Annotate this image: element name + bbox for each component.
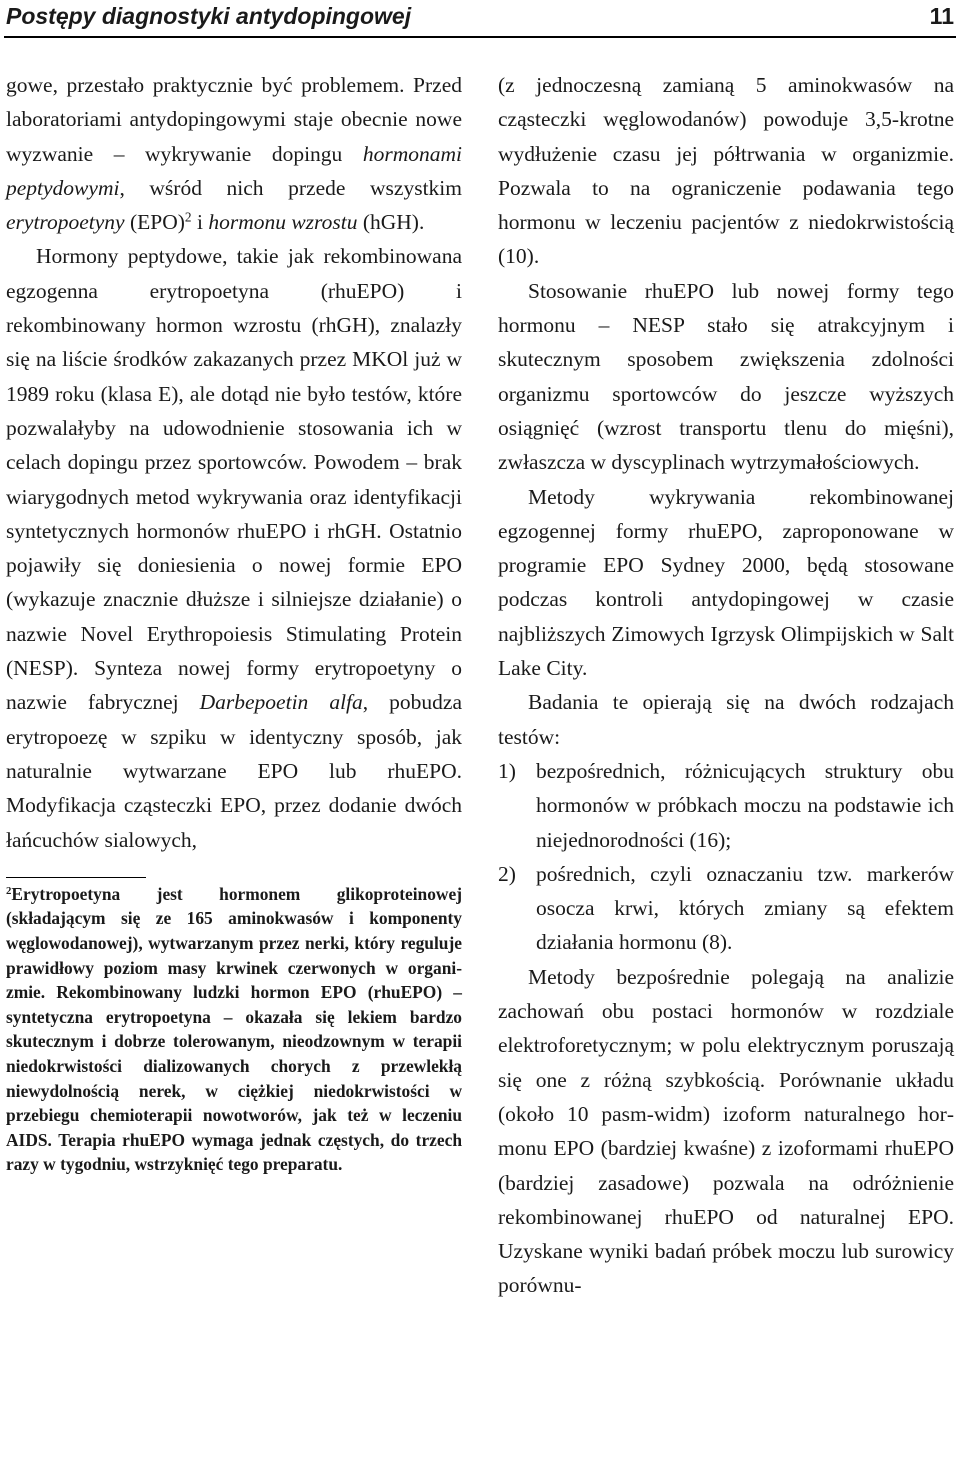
- list-item: [498, 857, 954, 960]
- emphasis-peptide-hormones: hormonami peptydowymi: [6, 141, 462, 200]
- footnote-reference: 2: [184, 209, 192, 225]
- emphasis-darbepoetin: Darbepoetin alfa: [199, 690, 363, 715]
- text-run: (hGH).: [357, 210, 425, 235]
- footnote-divider: [6, 877, 146, 878]
- text-run: , wśród nich przede wszystkim: [119, 175, 462, 200]
- footnote-text: Erytropoetyna jest hormonem glikoproteinowej (składającym się ze 165 aminokwasów i komponenty węglowodanowej), wytwarzanym przez nerki, który reguluje prawidłowy poziom masy krwinek czerwonych w organizmie. Rekombinowany ludzki hormon EPO (rhuEPO) – syntetyczna erytropoetyna – okazała się lekiem bardzo skutecznym i dobrze tolerowanym, nieodzownym w terapii niedokrwistości dializowanych chorych z przewlekłą niewydolnością nerek, w ciężkiej niedokrwistości w przebiegu chemioterapii nowotworów, jak też w leczeniu AIDS. Terapia rhuEPO wymaga jednak częstych, do trzech razy w tygodniu, wstrzyknięć tego preparatu.: [6, 883, 462, 1175]
- emphasis-growth-hormone: hormonu wzrostu: [208, 210, 358, 235]
- list-item-text: pośrednich, czyli oznaczaniu tzw. markerów osocza krwi, których zmiany są efektem działania hormonu (8).: [536, 861, 954, 955]
- list-item-text: bezpośrednich, różnicujących struktury obu hormonów w próbkach moczu na podstawie ich niejednorodności (16);: [536, 758, 954, 852]
- list-item-number: 1): [498, 758, 516, 783]
- footnote: [6, 882, 462, 1177]
- text-run: , pobudza erytropoezę w szpiku w identyczny sposób, jak naturalnie wytwarzane EPO lub rhuEPO. Modyfikacja cząsteczki EPO, przez dodanie dwóch łańcuchów sialowych,: [6, 690, 462, 852]
- right-column: [498, 68, 954, 1303]
- paragraph-continuation: [6, 68, 462, 239]
- list-item: [498, 754, 954, 857]
- text-run: i: [191, 210, 209, 235]
- emphasis-erythropoietins: erytropoetyny: [6, 210, 125, 235]
- page-number: 11: [929, 3, 954, 29]
- text-run: gowe, przestało praktycznie być problemem. Przed laboratoriami antydopingowymi staje obecnie nowe wyzwanie – wykrywanie dopingu: [6, 73, 462, 166]
- paragraph-direct-methods: Metody bezpośrednie polegają na analizie zachowań obu postaci hormonów w rozdziale elektroforetycznym; w polu elektrycznym poruszają się one z różną szybkością. Porównanie układu (około 10 pasm-widm) izoform naturalnego hormonu EPO (bardziej kwaśne) z izoformami rhuEPO (bardziej zasadowe) pozwala na odróżnienie rekombinowanej rhuEPO od naturalnej EPO. Uzyskane wyniki badań próbek moczu lub surowicy porównu-: [498, 964, 954, 1298]
- paragraph-continuation-right: (z jednoczesną zamianą 5 aminokwasów na cząsteczki węglowodanów) powoduje 3,5-krotne wydłużenie czasu jej półtrwania w organizmie. Pozwala to na ograniczenie podawania tego hormonu w leczeniu pacjentów z niedokrwistością (10).: [498, 73, 954, 269]
- text-run: (EPO): [124, 210, 185, 235]
- test-types-list: [498, 754, 954, 960]
- page-header: [4, 0, 956, 38]
- left-column: [6, 68, 462, 1177]
- list-item-number: 2): [498, 861, 516, 886]
- running-title: Postępy diagnostyki antydopingowej: [6, 3, 412, 29]
- text-run: Hormony peptydowe, takie jak rekombinowana egzogenna erytropoetyna (rhuEPO) i rekombinowany hormon wzrostu (rhGH), znalazły się na liście środków zakazanych przez MKOl już w 1989 roku (klasa E), ale dotąd nie było testów, które pozwalałyby na udowodnienie stosowania ich w celach dopingu przez sportowców. Powodem – brak wiarygodnych metod wykrywania oraz identyfikacji syntetycznych hormonów rhuEPO i rhGH. Ostatnio pojawiły się doniesienia o nowej formie EPO (wykazuje znacznie dłuższe i silniejsze działanie) o nazwie Novel Erythropoiesis Stimulating Protein (NESP). Synteza nowej formy erytropoetyny o nazwie fabrycznej: [6, 244, 462, 715]
- paragraph-rhuepo-use: Stosowanie rhuEPO lub nowej formy tego hormonu – NESP stało się atrakcyjnym i skutecznym sposobem zwiększenia zdolności organizmu sportowców do jeszcze wyższych osiągnięć (wzrost transportu tlenu do mięśni), zwłaszcza w dyscyplinach wytrzymałościowych.: [498, 278, 954, 475]
- paragraph-detection-methods: Metody wykrywania rekombinowanej egzogennej formy rhuEPO, zaproponowane w programie EPO Sydney 2000, będą stosowane podczas kontroli antydopingowej w czasie najbliższych Zimowych Igrzysk Olimpijskich w Salt Lake City.: [498, 484, 954, 681]
- paragraph-peptide-hormones: [6, 239, 462, 856]
- footnote-marker: 2: [6, 884, 12, 897]
- paragraph-test-types: Badania te opierają się na dwóch rodzajach testów:: [498, 690, 954, 749]
